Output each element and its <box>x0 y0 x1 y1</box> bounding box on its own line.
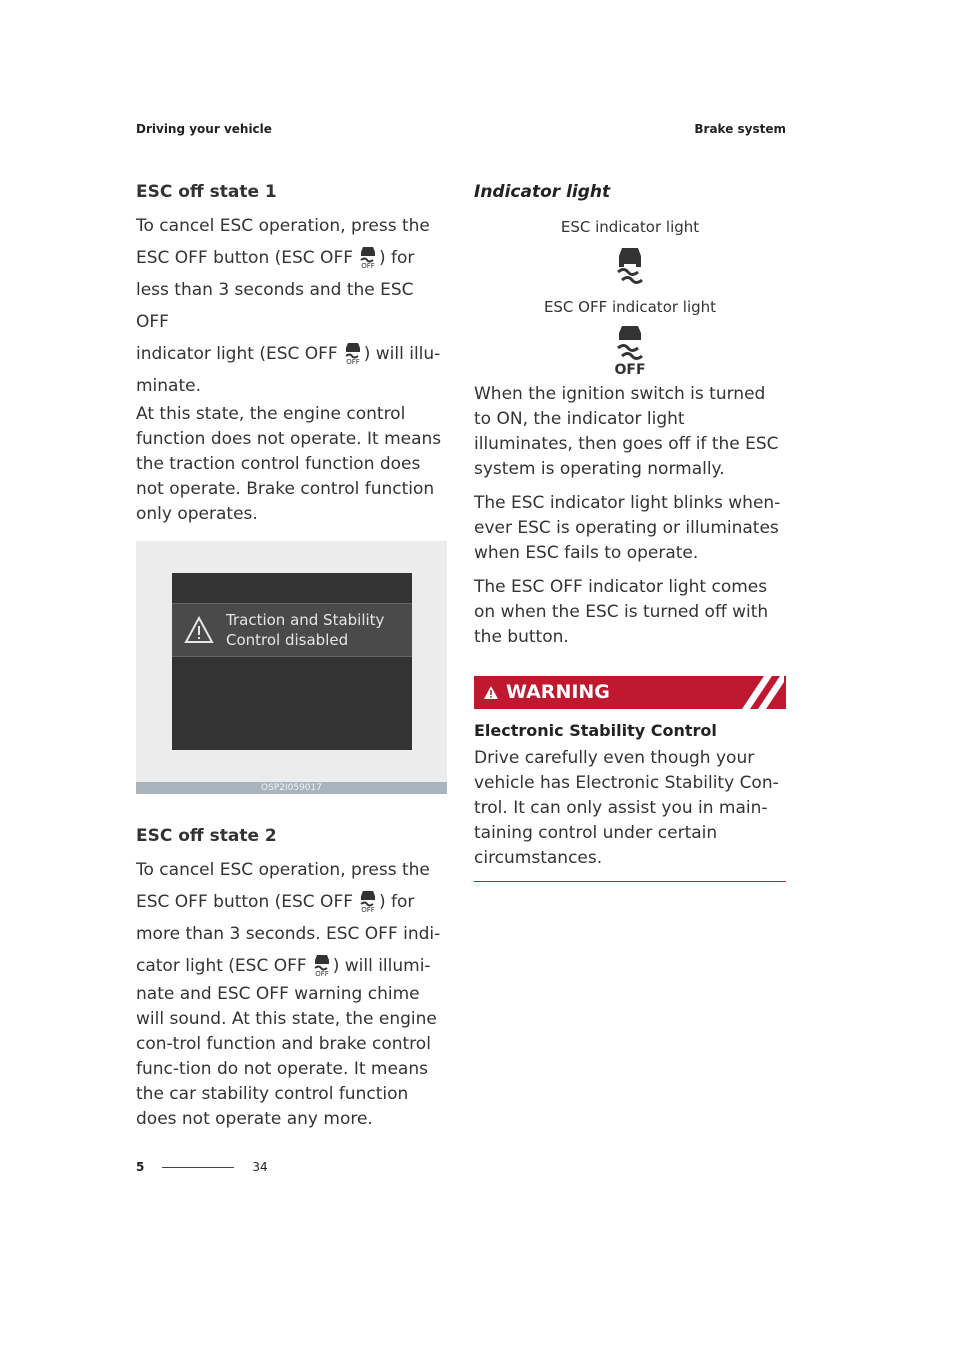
warning-triangle-icon <box>484 686 498 699</box>
esc-off-icon <box>357 889 379 913</box>
indicator-light-heading: Indicator light <box>474 182 611 202</box>
esc-off-state-1-text <box>136 210 448 402</box>
page-footer <box>136 1160 268 1174</box>
warning-stripes <box>738 676 784 709</box>
esc-off-indicator-block <box>474 298 786 376</box>
text-line: To cancel ESC operation, press the <box>136 860 430 880</box>
esc-indicator-label: ESC indicator light <box>560 218 700 236</box>
esc-off-state-1-heading: ESC off state 1 <box>136 182 277 202</box>
warning-end-rule <box>474 881 786 882</box>
off-text: OFF <box>361 262 375 269</box>
text-line: ESC OFF button (ESC OFF <box>136 248 353 268</box>
text-line: ) for <box>379 892 415 912</box>
warning-bar <box>474 676 786 709</box>
cluster-screen <box>172 573 412 750</box>
right-column <box>474 182 786 882</box>
off-text: OFF <box>314 970 329 977</box>
cluster-display-figure <box>136 541 447 794</box>
text-line: ) will illumi- <box>332 956 431 976</box>
esc-off-indicator-label: ESC OFF indicator light <box>543 298 717 316</box>
text-line: ) for <box>379 248 415 268</box>
off-text: OFF <box>614 362 646 376</box>
text-line: less than 3 seconds and the ESC OFF <box>136 280 414 332</box>
warning-triangle-icon <box>184 616 214 644</box>
esc-off-state-2-detail: nate and ESC OFF warning chime will sound. At this state, the engine con-trol function and brake control func-tion do not operate. It means the car stability control function does not operate any more. <box>136 984 437 1129</box>
text-line: cator light (ESC OFF <box>136 956 307 976</box>
warning-text: Drive carefully even though your vehicle has Electronic Stability Con-trol. It can only assist you in main-taining control under certain circumstances. <box>474 748 779 868</box>
esc-indicator-icon <box>613 244 647 284</box>
esc-indicator-block <box>474 218 786 284</box>
off-text: OFF <box>345 358 360 365</box>
text-line: ) will illu- <box>363 344 441 364</box>
text-line: To cancel ESC operation, press the <box>136 216 430 236</box>
esc-off-indicator-icon <box>610 324 650 376</box>
esc-off-icon <box>342 341 364 365</box>
footer-rule <box>162 1167 234 1168</box>
running-header-section: Brake system <box>694 122 786 136</box>
running-header-chapter: Driving your vehicle <box>136 122 272 136</box>
esc-off-state-1-detail: At this state, the engine control function does not operate. It means the traction control function does not operate. Brake control function only operates. <box>136 404 442 524</box>
left-column <box>136 182 448 1132</box>
banner-line-2: Control disabled <box>226 631 349 649</box>
section-number: 5 <box>136 1160 145 1174</box>
page-number: 34 <box>252 1160 268 1174</box>
indicator-text-2: The ESC indicator light blinks when-ever ESC is operating or illuminates when ESC fails to operate. <box>474 493 781 563</box>
text-line: minate. <box>136 376 202 396</box>
warning-banner <box>172 603 412 657</box>
banner-line-1: Traction and Stability <box>226 611 385 629</box>
banner-message <box>226 610 384 650</box>
text-line: ESC OFF button (ESC OFF <box>136 892 353 912</box>
indicator-text-1: When the ignition switch is turned to ON, the indicator light illuminates, then goes off if the ESC system is operating normally. <box>474 384 779 479</box>
warning-title: Electronic Stability Control <box>474 721 717 740</box>
figure-caption: OSP2I059017 <box>136 782 447 794</box>
text-line: indicator light (ESC OFF <box>136 344 338 364</box>
esc-off-state-2-heading: ESC off state 2 <box>136 826 277 846</box>
off-text: OFF <box>361 906 375 913</box>
text-line: more than 3 seconds. ESC OFF indi- <box>136 924 441 944</box>
esc-off-state-2-text <box>136 854 448 982</box>
warning-label: WARNING <box>506 681 610 703</box>
esc-off-icon <box>311 953 333 977</box>
esc-off-icon <box>357 245 379 269</box>
indicator-text-3: The ESC OFF indicator light comes on when the ESC is turned off with the button. <box>474 577 769 647</box>
